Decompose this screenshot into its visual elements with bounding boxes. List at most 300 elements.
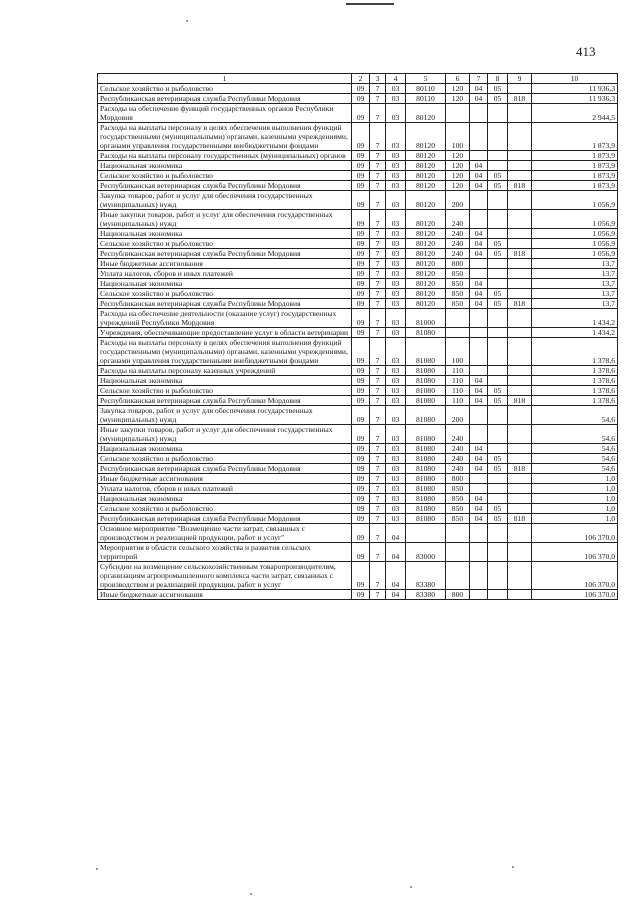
cell-code-rz [470, 524, 488, 543]
cell-row-name: Расходы на выплаты персоналу в целях обеспечения выполнения функций государственными (муниципальными) органами, казенными учреждениями, органами управления государственными внебюджетными фондами [98, 338, 352, 366]
scan-dot [96, 868, 98, 870]
table-row [98, 514, 618, 524]
table-row [98, 590, 618, 600]
cell-row-name: Закупка товаров, работ и услуг для обеспечения государственных (муниципальных) нужд [98, 191, 352, 210]
cell-code-rz: 04 [470, 386, 488, 396]
cell-code-vr: 120 [446, 161, 470, 171]
cell-row-name: Уплата налогов, сборов и иных платежей [98, 484, 352, 494]
cell-code-om: 03 [386, 123, 406, 151]
cell-code-vr: 200 [446, 191, 470, 210]
cell-code-pr [488, 269, 508, 279]
cell-code-grbs [508, 239, 532, 249]
cell-code-om: 03 [386, 94, 406, 104]
cell-code-gp: 09 [352, 454, 370, 464]
cell-code-pr [488, 484, 508, 494]
cell-row-name: Расходы на выплаты персоналу государственных (муниципальных) органов [98, 151, 352, 161]
cell-code-om: 03 [386, 474, 406, 484]
cell-row-name: Республиканская ветеринарная служба Республики Мордовия [98, 94, 352, 104]
cell-row-name: Сельское хозяйство и рыболовство [98, 171, 352, 181]
cell-amount: 11 936,3 [532, 94, 618, 104]
cell-amount: 1,0 [532, 474, 618, 484]
column-header: 3 [370, 74, 386, 84]
column-header: 8 [488, 74, 508, 84]
cell-code-om: 03 [386, 229, 406, 239]
table-row [98, 151, 618, 161]
cell-code-vr: 800 [446, 259, 470, 269]
cell-code-vr: 120 [446, 84, 470, 94]
cell-code-pr [488, 338, 508, 366]
cell-amount: 54,6 [532, 406, 618, 425]
cell-code-gp: 09 [352, 338, 370, 366]
cell-amount: 1 434,2 [532, 309, 618, 328]
cell-code-pp: 7 [370, 425, 386, 444]
table-row [98, 104, 618, 123]
cell-amount: 13,7 [532, 289, 618, 299]
cell-row-name: Сельское хозяйство и рыболовство [98, 239, 352, 249]
table-row [98, 229, 618, 239]
cell-code-gp: 09 [352, 524, 370, 543]
cell-code-gp: 09 [352, 161, 370, 171]
column-header: 10 [532, 74, 618, 84]
cell-code-om: 03 [386, 338, 406, 366]
cell-code-gp: 09 [352, 406, 370, 425]
cell-code-pp: 7 [370, 299, 386, 309]
cell-code-vr: 240 [446, 229, 470, 239]
cell-code-napr: 80120 [406, 151, 446, 161]
cell-code-rz [470, 123, 488, 151]
table-row [98, 386, 618, 396]
cell-code-gp: 09 [352, 171, 370, 181]
cell-code-om: 03 [386, 328, 406, 338]
cell-amount: 1 378,6 [532, 396, 618, 406]
cell-code-grbs [508, 191, 532, 210]
cell-code-grbs [508, 474, 532, 484]
cell-code-pr [488, 279, 508, 289]
cell-code-napr: 81080 [406, 386, 446, 396]
cell-code-pp: 7 [370, 259, 386, 269]
cell-code-rz [470, 474, 488, 484]
cell-code-om: 03 [386, 171, 406, 181]
cell-code-pp: 7 [370, 289, 386, 299]
cell-row-name: Республиканская ветеринарная служба Республики Мордовия [98, 299, 352, 309]
budget-table [97, 73, 618, 600]
cell-code-pr [488, 191, 508, 210]
cell-row-name: Сельское хозяйство и рыболовство [98, 84, 352, 94]
cell-code-vr [446, 562, 470, 590]
cell-code-napr: 80120 [406, 269, 446, 279]
cell-code-napr: 80110 [406, 94, 446, 104]
cell-code-vr [446, 543, 470, 562]
scan-dot [512, 866, 514, 868]
table-row [98, 84, 618, 94]
cell-code-om: 03 [386, 464, 406, 474]
cell-code-rz [470, 590, 488, 600]
cell-row-name: Основное мероприятие "Возмещение части затрат, связанных с производством и реализацией продукции, работ и услуг" [98, 524, 352, 543]
cell-amount: 1 873,9 [532, 181, 618, 191]
cell-amount: 2 944,5 [532, 104, 618, 123]
table-row [98, 181, 618, 191]
cell-code-napr: 80120 [406, 181, 446, 191]
cell-code-gp: 09 [352, 239, 370, 249]
cell-code-pr [488, 494, 508, 504]
cell-code-gp: 09 [352, 181, 370, 191]
cell-code-napr: 80120 [406, 210, 446, 229]
cell-code-pr [488, 309, 508, 328]
cell-code-pp: 7 [370, 328, 386, 338]
cell-amount: 1 056,9 [532, 239, 618, 249]
cell-code-rz: 04 [470, 161, 488, 171]
cell-code-om: 03 [386, 104, 406, 123]
cell-code-rz: 04 [470, 299, 488, 309]
cell-code-grbs [508, 229, 532, 239]
cell-code-vr: 850 [446, 289, 470, 299]
cell-code-napr: 81080 [406, 494, 446, 504]
cell-code-om: 03 [386, 84, 406, 94]
cell-code-pp: 7 [370, 524, 386, 543]
cell-row-name: Уплата налогов, сборов и иных платежей [98, 269, 352, 279]
cell-code-pp: 7 [370, 464, 386, 474]
cell-code-gp: 09 [352, 84, 370, 94]
cell-code-pr [488, 590, 508, 600]
cell-code-vr [446, 104, 470, 123]
cell-code-napr: 81080 [406, 396, 446, 406]
cell-code-gp: 09 [352, 328, 370, 338]
cell-row-name: Иные бюджетные ассигнования [98, 474, 352, 484]
cell-code-om: 03 [386, 494, 406, 504]
cell-code-napr: 81080 [406, 484, 446, 494]
cell-code-grbs [508, 524, 532, 543]
cell-code-grbs [508, 289, 532, 299]
cell-code-pr: 05 [488, 514, 508, 524]
cell-code-om: 03 [386, 484, 406, 494]
cell-code-pp: 7 [370, 181, 386, 191]
table-row [98, 444, 618, 454]
table-row [98, 328, 618, 338]
cell-code-om: 03 [386, 406, 406, 425]
cell-code-om: 03 [386, 289, 406, 299]
table-row [98, 309, 618, 328]
table-row [98, 464, 618, 474]
cell-code-pp: 7 [370, 84, 386, 94]
table-row [98, 425, 618, 444]
cell-code-vr: 240 [446, 425, 470, 444]
cell-code-gp: 09 [352, 444, 370, 454]
cell-row-name: Республиканская ветеринарная служба Республики Мордовия [98, 181, 352, 191]
cell-code-pr: 05 [488, 464, 508, 474]
cell-code-pr: 05 [488, 289, 508, 299]
cell-code-napr: 80120 [406, 259, 446, 269]
table-row [98, 562, 618, 590]
cell-code-gp: 09 [352, 376, 370, 386]
cell-amount: 1 056,9 [532, 191, 618, 210]
cell-code-pp: 7 [370, 171, 386, 181]
cell-code-gp: 09 [352, 386, 370, 396]
cell-code-napr: 80120 [406, 299, 446, 309]
cell-code-pr [488, 328, 508, 338]
cell-row-name: Национальная экономика [98, 444, 352, 454]
cell-code-rz [470, 406, 488, 425]
cell-code-rz: 04 [470, 444, 488, 454]
top-scan-mark [346, 3, 394, 5]
scan-dot [186, 20, 188, 22]
table-row [98, 210, 618, 229]
cell-code-om: 03 [386, 210, 406, 229]
cell-row-name: Сельское хозяйство и рыболовство [98, 386, 352, 396]
cell-code-om: 04 [386, 590, 406, 600]
cell-code-napr: 83000 [406, 543, 446, 562]
cell-code-pr [488, 406, 508, 425]
cell-code-gp: 09 [352, 259, 370, 269]
cell-code-pp: 7 [370, 229, 386, 239]
cell-code-gp: 09 [352, 494, 370, 504]
cell-code-vr: 110 [446, 386, 470, 396]
cell-row-name: Иные бюджетные ассигнования [98, 590, 352, 600]
cell-code-pp: 7 [370, 514, 386, 524]
cell-code-grbs [508, 269, 532, 279]
cell-code-om: 03 [386, 454, 406, 464]
cell-code-napr: 80120 [406, 229, 446, 239]
cell-amount: 13,7 [532, 279, 618, 289]
cell-code-rz: 04 [470, 249, 488, 259]
cell-code-vr: 850 [446, 484, 470, 494]
cell-code-om: 03 [386, 191, 406, 210]
cell-code-om: 03 [386, 249, 406, 259]
cell-code-rz: 04 [470, 376, 488, 386]
column-header: 7 [470, 74, 488, 84]
cell-code-vr: 240 [446, 464, 470, 474]
cell-code-pp: 7 [370, 338, 386, 366]
cell-code-rz: 04 [470, 514, 488, 524]
cell-code-grbs [508, 210, 532, 229]
cell-code-om: 03 [386, 309, 406, 328]
cell-code-rz [470, 328, 488, 338]
cell-code-vr: 240 [446, 210, 470, 229]
cell-row-name: Национальная экономика [98, 376, 352, 386]
cell-code-rz: 04 [470, 229, 488, 239]
cell-code-rz [470, 191, 488, 210]
table-row [98, 494, 618, 504]
cell-code-rz: 04 [470, 396, 488, 406]
cell-code-gp: 09 [352, 543, 370, 562]
cell-amount: 1 056,9 [532, 229, 618, 239]
cell-code-gp: 09 [352, 464, 370, 474]
column-header: 4 [386, 74, 406, 84]
cell-code-grbs [508, 494, 532, 504]
cell-code-rz: 04 [470, 94, 488, 104]
cell-code-pp: 7 [370, 406, 386, 425]
cell-code-gp: 09 [352, 191, 370, 210]
cell-code-rz: 04 [470, 289, 488, 299]
cell-code-om: 03 [386, 504, 406, 514]
column-header: 6 [446, 74, 470, 84]
cell-code-pr [488, 524, 508, 543]
table-row [98, 239, 618, 249]
cell-code-napr: 80120 [406, 239, 446, 249]
cell-code-napr: 80120 [406, 171, 446, 181]
cell-code-vr: 100 [446, 338, 470, 366]
cell-code-gp: 09 [352, 366, 370, 376]
cell-code-pr [488, 376, 508, 386]
cell-code-gp: 09 [352, 484, 370, 494]
cell-code-napr: 81080 [406, 328, 446, 338]
cell-code-grbs [508, 259, 532, 269]
cell-code-grbs [508, 562, 532, 590]
cell-code-grbs: 818 [508, 464, 532, 474]
scan-dot [410, 886, 412, 888]
cell-code-pr [488, 366, 508, 376]
table-row [98, 161, 618, 171]
cell-code-gp: 09 [352, 104, 370, 123]
cell-row-name: Иные закупки товаров, работ и услуг для обеспечения государственных (муниципальных) нужд [98, 425, 352, 444]
cell-row-name: Мероприятия в области сельского хозяйства и развития сельских территорий [98, 543, 352, 562]
cell-code-om: 03 [386, 425, 406, 444]
cell-amount: 1 378,6 [532, 366, 618, 376]
cell-row-name: Национальная экономика [98, 279, 352, 289]
cell-code-om: 03 [386, 239, 406, 249]
cell-code-om: 04 [386, 543, 406, 562]
cell-amount: 1 873,9 [532, 151, 618, 161]
cell-amount: 1 378,6 [532, 338, 618, 366]
cell-code-gp: 09 [352, 590, 370, 600]
page-number: 413 [576, 44, 596, 59]
cell-code-napr: 81080 [406, 474, 446, 484]
table-row [98, 484, 618, 494]
cell-code-grbs [508, 376, 532, 386]
column-header: 1 [98, 74, 352, 84]
cell-code-grbs [508, 444, 532, 454]
cell-amount: 1 873,9 [532, 171, 618, 181]
cell-row-name: Национальная экономика [98, 229, 352, 239]
cell-code-vr: 120 [446, 171, 470, 181]
cell-code-pr: 05 [488, 299, 508, 309]
cell-amount: 54,6 [532, 425, 618, 444]
cell-amount: 54,6 [532, 454, 618, 464]
cell-code-vr: 800 [446, 590, 470, 600]
table-row [98, 474, 618, 484]
cell-code-rz: 04 [470, 504, 488, 514]
table-row [98, 191, 618, 210]
scan-dot [250, 893, 252, 895]
cell-code-pp: 7 [370, 309, 386, 328]
cell-row-name: Иные бюджетные ассигнования [98, 259, 352, 269]
cell-code-gp: 09 [352, 504, 370, 514]
cell-code-grbs [508, 504, 532, 514]
cell-code-pp: 7 [370, 474, 386, 484]
cell-amount: 106 370,0 [532, 543, 618, 562]
cell-code-pr: 05 [488, 94, 508, 104]
table-row [98, 269, 618, 279]
cell-code-pr: 05 [488, 181, 508, 191]
cell-code-pp: 7 [370, 376, 386, 386]
cell-code-napr: 83380 [406, 590, 446, 600]
cell-row-name: Республиканская ветеринарная служба Республики Мордовия [98, 464, 352, 474]
cell-code-pr [488, 229, 508, 239]
cell-code-vr: 110 [446, 366, 470, 376]
cell-code-rz: 04 [470, 494, 488, 504]
cell-code-pp: 7 [370, 239, 386, 249]
cell-amount: 1,0 [532, 514, 618, 524]
cell-code-om: 03 [386, 396, 406, 406]
cell-row-name: Расходы на выплаты персоналу в целях обеспечения выполнения функций государственными (муниципальными) органами, казенными учреждениями, органами управления государственными внебюджетными фондами [98, 123, 352, 151]
table-row [98, 376, 618, 386]
cell-code-grbs: 818 [508, 249, 532, 259]
cell-code-vr: 100 [446, 123, 470, 151]
cell-code-grbs [508, 84, 532, 94]
cell-code-pp: 7 [370, 269, 386, 279]
cell-code-vr: 240 [446, 454, 470, 464]
cell-code-pr [488, 562, 508, 590]
cell-code-pp: 7 [370, 210, 386, 229]
cell-amount: 54,6 [532, 444, 618, 454]
cell-code-napr: 80120 [406, 123, 446, 151]
cell-code-napr: 80120 [406, 249, 446, 259]
cell-code-pp: 7 [370, 279, 386, 289]
cell-code-vr: 120 [446, 181, 470, 191]
cell-code-pr [488, 210, 508, 229]
cell-code-pr [488, 123, 508, 151]
table-row [98, 366, 618, 376]
cell-code-om: 03 [386, 376, 406, 386]
cell-row-name: Субсидии на возмещение сельскохозяйственным товаропроизводителям, организациям агропромышленного комплекса части затрат, связанных с производством и реализацией продукции, работ и услуг [98, 562, 352, 590]
table-row [98, 396, 618, 406]
cell-code-vr: 200 [446, 406, 470, 425]
cell-code-pp: 7 [370, 504, 386, 514]
cell-code-rz [470, 151, 488, 161]
cell-code-vr: 850 [446, 514, 470, 524]
cell-code-pp: 7 [370, 161, 386, 171]
cell-code-om: 03 [386, 279, 406, 289]
cell-code-napr: 81080 [406, 504, 446, 514]
table-row [98, 454, 618, 464]
cell-code-om: 03 [386, 269, 406, 279]
table-row [98, 338, 618, 366]
cell-amount: 1 873,9 [532, 161, 618, 171]
cell-code-grbs: 818 [508, 299, 532, 309]
cell-row-name: Национальная экономика [98, 494, 352, 504]
cell-code-pr: 05 [488, 504, 508, 514]
cell-code-gp: 09 [352, 396, 370, 406]
cell-row-name: Сельское хозяйство и рыболовство [98, 454, 352, 464]
table-row [98, 259, 618, 269]
table-body [98, 84, 618, 600]
cell-row-name: Учреждения, обеспечивающие предоставление услуг в области ветеринарии [98, 328, 352, 338]
cell-code-pr: 05 [488, 396, 508, 406]
cell-code-vr: 240 [446, 249, 470, 259]
table-row [98, 123, 618, 151]
cell-code-vr: 110 [446, 396, 470, 406]
cell-code-om: 03 [386, 151, 406, 161]
cell-code-om: 03 [386, 386, 406, 396]
table-row [98, 171, 618, 181]
table-row [98, 249, 618, 259]
cell-code-om: 03 [386, 259, 406, 269]
cell-row-name: Расходы на выплаты персоналу казенных учреждений [98, 366, 352, 376]
table-row [98, 289, 618, 299]
cell-code-napr: 81080 [406, 366, 446, 376]
cell-amount: 13,7 [532, 259, 618, 269]
cell-code-gp: 09 [352, 309, 370, 328]
cell-code-napr: 81080 [406, 338, 446, 366]
table-header-row [98, 74, 618, 84]
cell-code-vr: 850 [446, 279, 470, 289]
cell-code-gp: 09 [352, 562, 370, 590]
cell-code-om: 03 [386, 514, 406, 524]
cell-code-gp: 09 [352, 151, 370, 161]
cell-code-napr: 80120 [406, 161, 446, 171]
table-row [98, 94, 618, 104]
cell-code-gp: 09 [352, 474, 370, 484]
cell-code-rz [470, 425, 488, 444]
